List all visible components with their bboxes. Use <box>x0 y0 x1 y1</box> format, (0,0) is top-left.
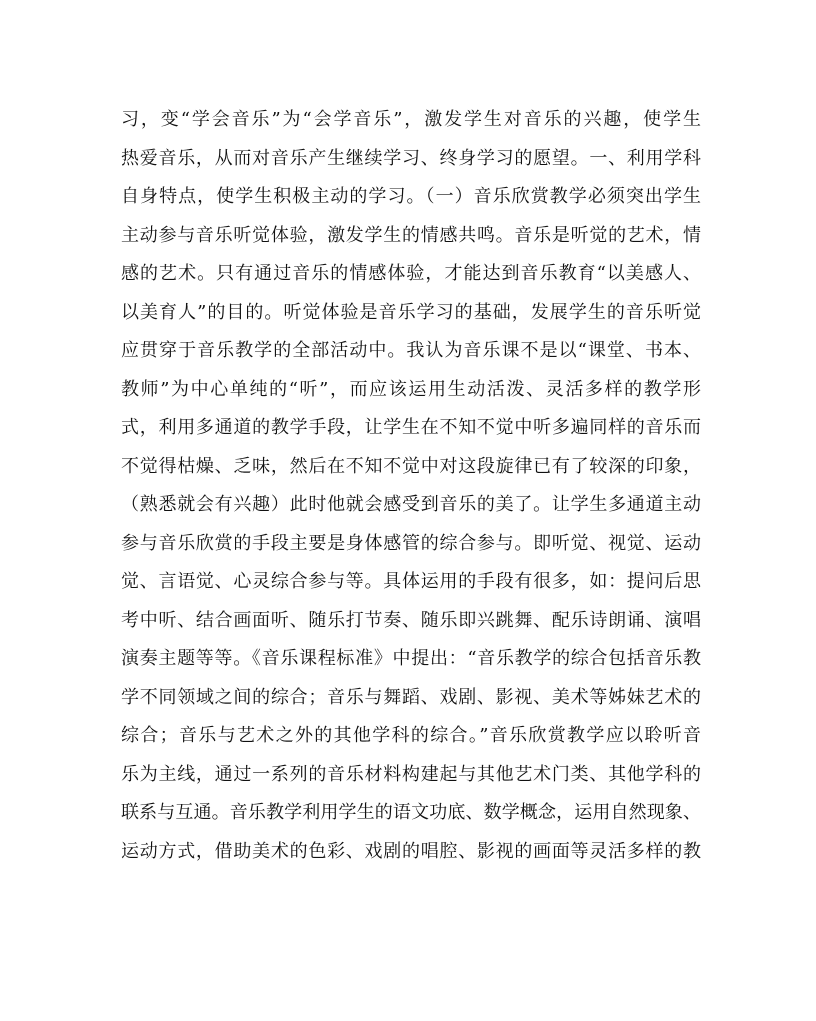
text-line: 式，利用多通道的教学手段，让学生在不知不觉中听多遍同样的音乐而 <box>121 417 701 438</box>
text-line: 乐为主线，通过一系列的音乐材料构建起与其他艺术门类、其他学科的 <box>121 763 701 785</box>
text-line: 热爱音乐，从而对音乐产生继续学习、终身学习的愿望。一、利用学科 <box>121 147 701 169</box>
text-line: 觉、言语觉、心灵综合参与等。具体运用的手段有很多，如：提问后思 <box>121 571 701 592</box>
text-line: （熟悉就会有兴趣）此时他就会感受到音乐的美了。让学生多通道主动 <box>121 494 701 515</box>
text-line: 不觉得枯燥、乏味，然后在不知不觉中对这段旋律已有了较深的印象， <box>121 455 701 477</box>
text-line: 联系与互通。音乐教学利用学生的语文功底、数学概念，运用自然现象、 <box>121 802 701 823</box>
text-line: 运动方式，借助美术的色彩、戏剧的唱腔、影视的画面等灵活多样的教 <box>121 840 701 862</box>
text-line: 教师”为中心单纯的“听”，而应该运用生动活泼、灵活多样的教学形 <box>121 378 701 400</box>
text-line: 考中听、结合画面听、随乐打节奏、随乐即兴跳舞、配乐诗朗诵、演唱 <box>121 609 701 631</box>
text-line: 主动参与音乐听觉体验，激发学生的情感共鸣。音乐是听觉的艺术，情 <box>121 224 701 246</box>
text-line: 感的艺术。只有通过音乐的情感体验，才能达到音乐教育“以美感人、 <box>121 263 701 284</box>
text-line: 参与音乐欣赏的手段主要是身体感管的综合参与。即听觉、视觉、运动 <box>121 532 701 554</box>
text-line: 综合；音乐与艺术之外的其他学科的综合。”音乐欣赏教学应以聆听音 <box>121 725 701 746</box>
text-line: 以美育人”的目的。听觉体验是音乐学习的基础，发展学生的音乐听觉 <box>121 301 701 323</box>
text-line: 自身特点，使学生积极主动的学习。（一）音乐欣赏教学必须突出学生 <box>121 186 701 207</box>
text-line: 学不同领域之间的综合；音乐与舞蹈、戏剧、影视、美术等姊妹艺术的 <box>121 686 701 708</box>
text-line: 习，变“学会音乐”为“会学音乐”，激发学生对音乐的兴趣，使学生 <box>121 109 701 130</box>
text-line: 应贯穿于音乐教学的全部活动中。我认为音乐课不是以“课堂、书本、 <box>121 340 701 361</box>
text-line: 演奏主题等等。《音乐课程标准》中提出：“音乐教学的综合包括音乐教 <box>121 648 701 669</box>
body-text <box>121 101 701 871</box>
